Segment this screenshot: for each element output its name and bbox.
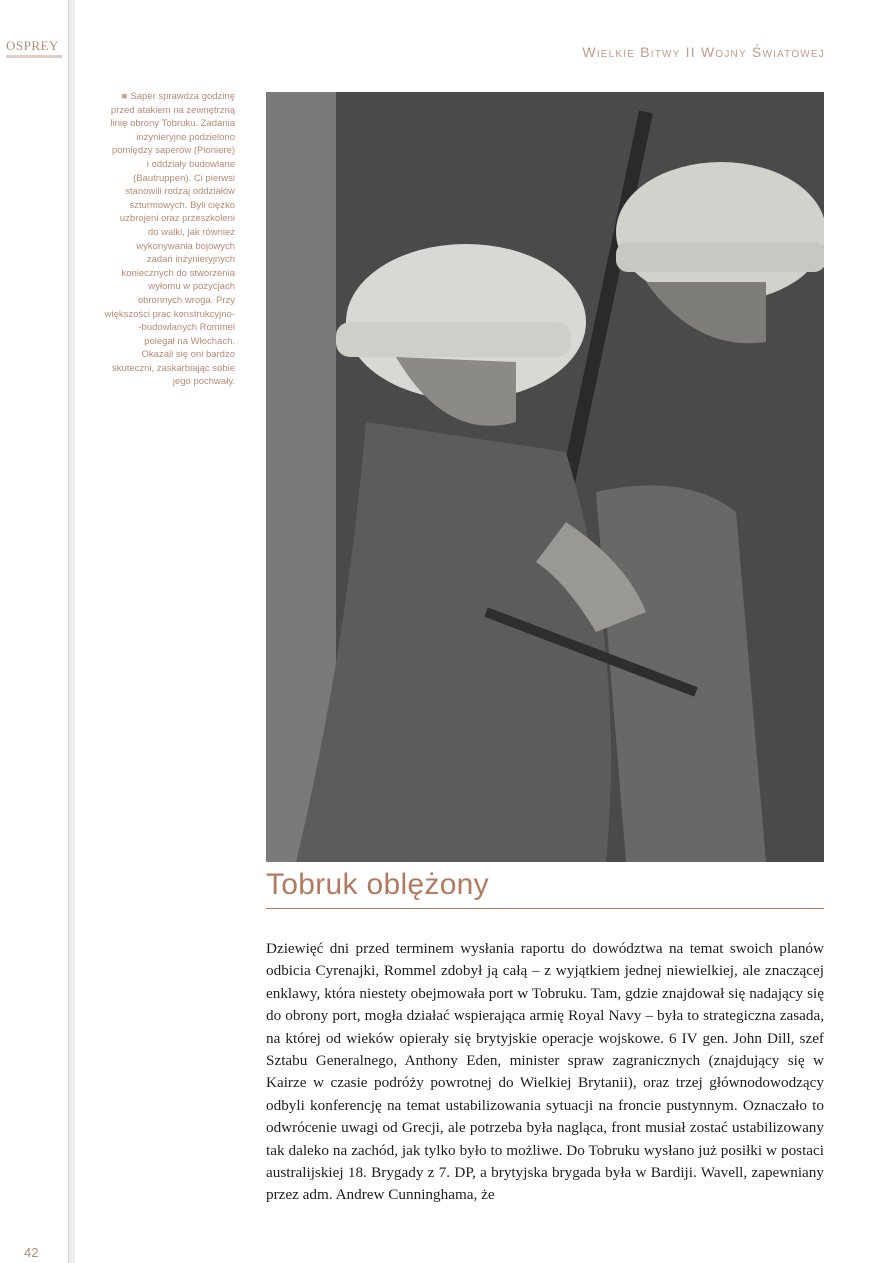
caption-text: Saper sprawdza godzinę przed atakiem na zewnętrzną linię obrony Tobruku. Zadania inżynieryjne podzielono pomiędzy saperów (Pioniere) i oddziały budowlane (Bautruppen). Ci pierwsi stanowili rodzaj oddziałów szturmowych. Byli ciężko uzbrojeni oraz przeszkoleni do walki, jak również wykonywania bojowych zadań inżynieryjnych koniecznych do stworzenia wyłomu w pozycjach obronnych wroga. Przy większości prac konstrukcyjno- -budowlanych Rommel polegał na Włochach. Okazali się oni bardzo skuteczni, zaskarbiając sobie jego pochwały. (104, 91, 235, 388)
caption-bullet: ■ (121, 91, 128, 102)
photo-caption (76, 90, 235, 389)
section-title: Tobruk oblężony (266, 868, 489, 901)
soldiers-photo-illustration (266, 92, 824, 862)
soldiers-photo (266, 92, 824, 862)
section-title-rule (266, 908, 824, 909)
page-spine (68, 0, 75, 1263)
publisher-logo-underline (6, 55, 62, 58)
running-head: Wielkie Bitwy II Wojny Światowej (582, 44, 825, 60)
page-number: 42 (24, 1245, 39, 1260)
publisher-logo: OSPREY (6, 38, 59, 53)
body-paragraph: Dziewięć dni przed terminem wysłania raportu do dowództwa na temat swoich planów odbicia Cyrenajki, Rommel zdobył ją całą – z wyjątkiem jednej niewielkiej, ale znaczącej enklawy, która niestety obejmowała port w Tobruku. Tam, gdzie znajdował się nadający się do obrony port, mogła działać wspierająca armię Royal Navy – była to strategiczna zasada, na której od wieków opierały się brytyjskie operacje wojskowe. 6 IV gen. John Dill, szef Sztabu Generalnego, Anthony Eden, minister spraw zagranicznych (znajdujący się w Kairze w czasie podróży powrotnej do Wielkiej Brytanii), oraz trzej głównodowodzący odbyli konferencję na temat ustabilizowania sytuacji na froncie pustynnym. Oznaczało to odwrócenie uwagi od Grecji, ale potrzeba była nagląca, front musiał zostać ustabilizowany tak daleko na zachód, jak tylko było to możliwe. Do Tobruku wysłano już posiłki w postaci australijskiej 18. Brygady z 7. DP, a brytyjska brygada była w Bardiji. Wavell, zapewniany przez adm. Andrew Cunninghama, że (266, 940, 824, 1204)
